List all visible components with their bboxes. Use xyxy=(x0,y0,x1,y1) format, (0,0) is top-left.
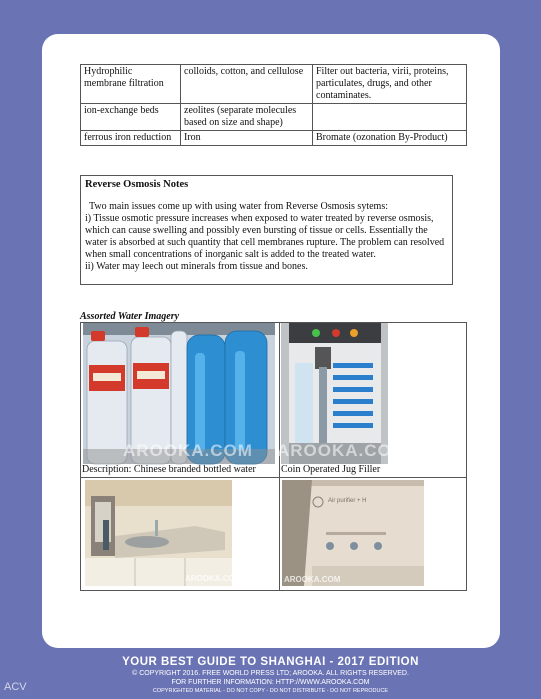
table-row xyxy=(81,65,467,104)
watermark: AROOKA.COM xyxy=(123,441,253,460)
table-cell: Hydrophilic membrane filtration xyxy=(81,65,181,104)
image-cell xyxy=(81,323,280,478)
table-row xyxy=(81,131,467,146)
corner-mark: ACV xyxy=(4,681,27,693)
notes-title: Reverse Osmosis Notes xyxy=(85,179,189,190)
device-label: Air purifier + H xyxy=(328,498,367,504)
table-cell: ferrous iron reduction xyxy=(81,131,181,146)
table-row xyxy=(81,104,467,131)
washroom-sink-photo xyxy=(85,480,242,586)
table-cell: Bromate (ozonation By-Product) xyxy=(313,131,467,146)
filtration-table xyxy=(80,64,467,146)
table-cell: Iron xyxy=(181,131,313,146)
notes-intro: Two main issues come up with using water from Reverse Osmosis sytems: xyxy=(89,201,388,212)
table-cell: colloids, cotton, and cellulose xyxy=(181,65,313,104)
footer-notice: COPYRIGHTED MATERIAL - DO NOT COPY - DO NOT DISTRIBUTE - DO NOT REPRODUCE xyxy=(152,688,389,694)
table-cell: zeolites (separate molecules based on size and shape) xyxy=(181,104,313,131)
table-cell: ion-exchange beds xyxy=(81,104,181,131)
watermark: AROOKA.COM xyxy=(277,441,407,460)
table-cell xyxy=(313,104,467,131)
caption-bottled-water: Description: Chinese branded bottled water xyxy=(82,464,256,475)
purifier-device-photo xyxy=(282,480,424,586)
table-cell: Filter out bacteria, virii, proteins, particulates, drugs, and other contaminates. xyxy=(313,65,467,104)
image-cell xyxy=(280,478,467,591)
caption-jug-filler: Coin Operated Jug Filler xyxy=(281,464,381,475)
image-cell xyxy=(277,323,467,478)
jug-filler-photo xyxy=(277,323,407,464)
watermark-small: AROOKA.COM xyxy=(185,574,242,583)
imagery-table xyxy=(80,322,467,591)
notes-item-2: ii) Water may leech out minerals from tissue and bones. xyxy=(85,261,308,272)
imagery-title: Assorted Water Imagery xyxy=(80,311,180,322)
notes-item-1: i) Tissue osmotic pressure increases when exposed to water treated by reverse osmosis, which can cause swelling and possibly even bursting of tissue or cells. Essentially the water is absorbed at such quantity that cell membranes rupture. The problem can resolved when small concentrations of inorganic salt is added to the treated water. xyxy=(85,213,445,260)
bottled-water-photo xyxy=(83,323,275,464)
footer-copyright: © COPYRIGHT 2016. FREE WORLD PRESS LTD; AROOKA. ALL RIGHTS RESERVED. xyxy=(132,670,409,677)
footer-title: YOUR BEST GUIDE TO SHANGHAI - 2017 EDITION xyxy=(122,656,419,668)
footer-info: FOR FURTHER INFORMATION: HTTP://WWW.AROOKA.COM xyxy=(171,679,370,686)
image-cell xyxy=(81,478,280,591)
washroom-sink-image xyxy=(85,480,232,586)
purifier-device-image xyxy=(282,480,424,586)
reverse-osmosis-notes xyxy=(80,175,453,285)
watermark-small: AROOKA.COM xyxy=(284,575,341,584)
